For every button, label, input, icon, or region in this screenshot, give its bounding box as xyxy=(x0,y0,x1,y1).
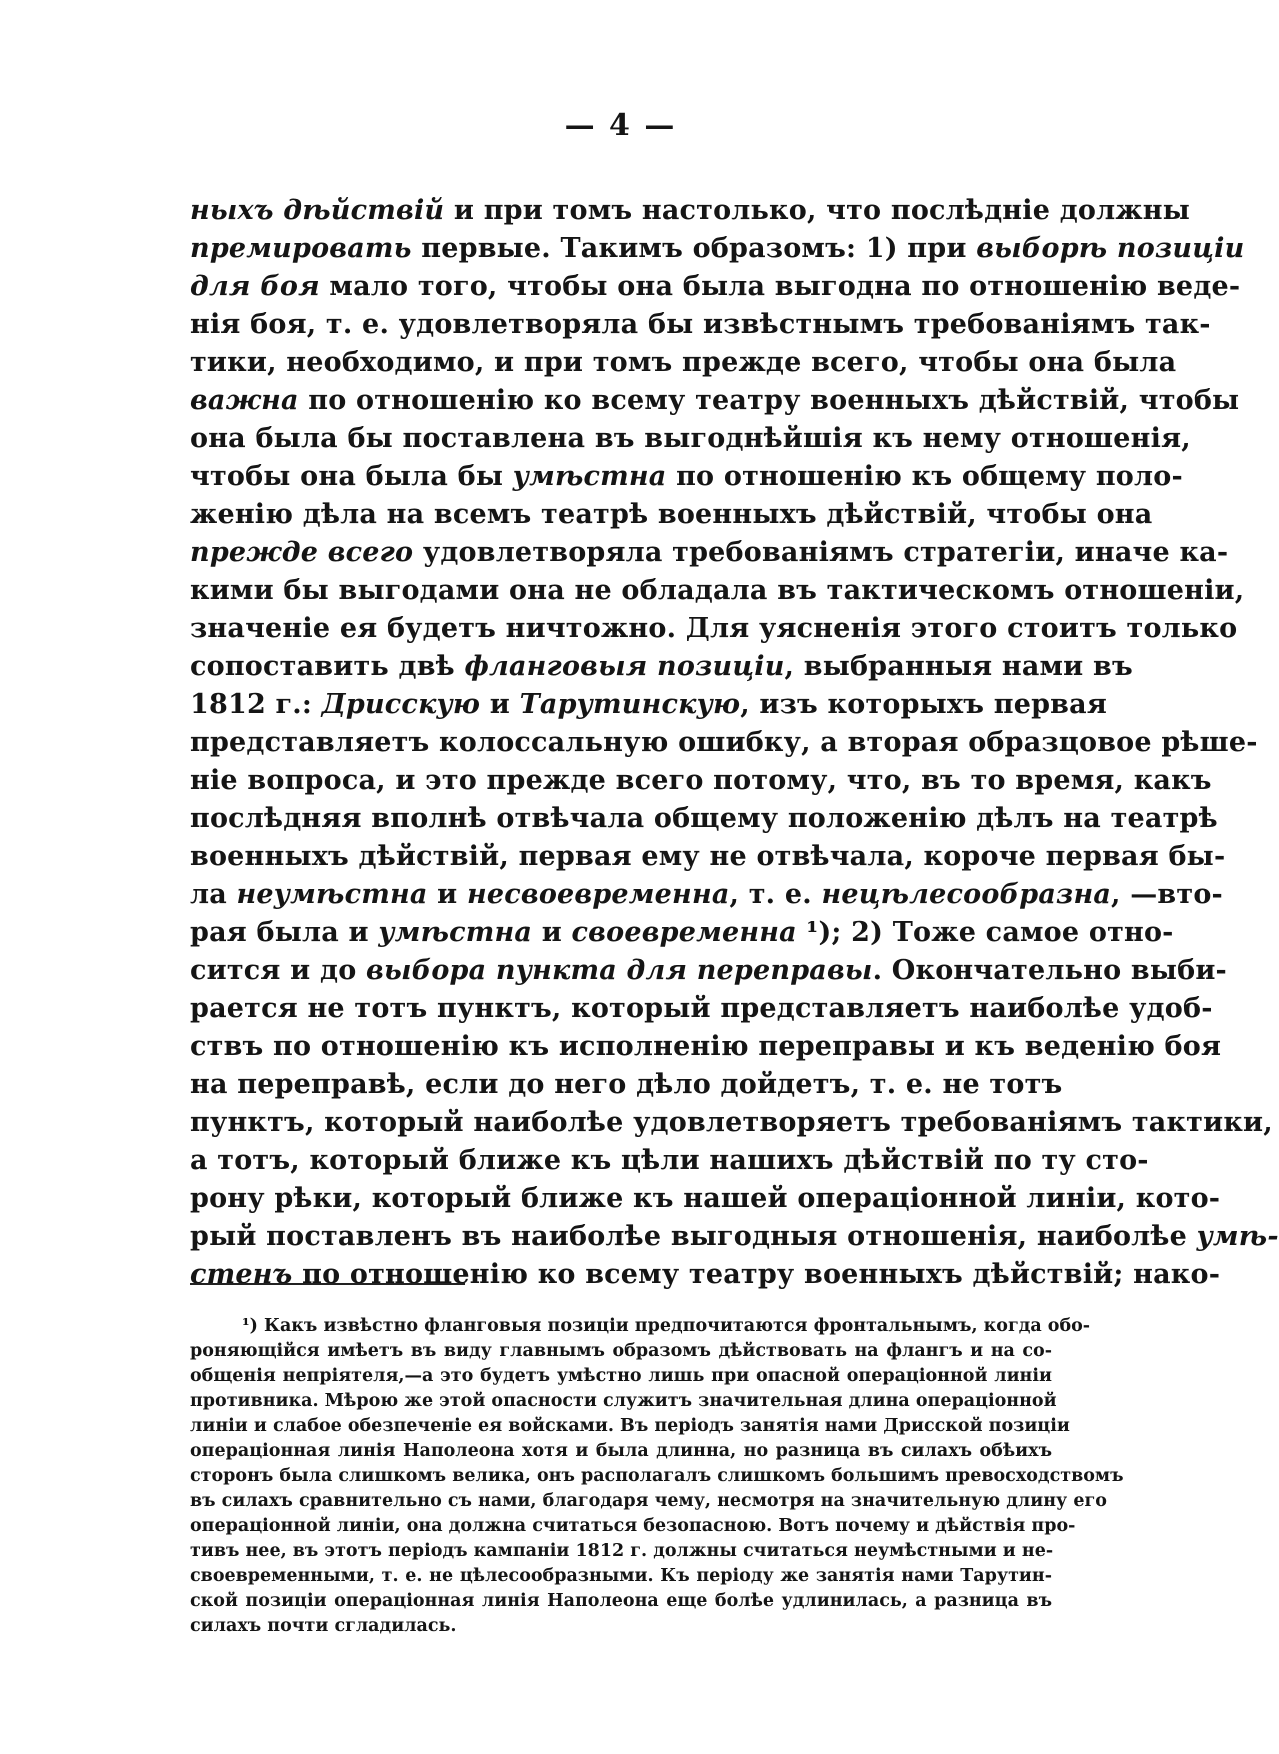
text-segment: ской позиціи операціонная линія Наполеона еще болѣе удлинилась, а разница въ xyxy=(190,1591,1052,1611)
footnote-line xyxy=(190,1389,1057,1414)
body-line xyxy=(190,420,1191,458)
body-line xyxy=(190,876,1223,914)
body-line xyxy=(190,230,1245,268)
footnote-line xyxy=(190,1414,1070,1439)
text-segment: рый поставленъ въ наиболѣе выгодныя отношенія, наиболѣе xyxy=(190,1221,1197,1252)
text-segment: сторонъ была слишкомъ велика, онъ располагалъ слишкомъ большимъ превосходствомъ xyxy=(190,1466,1124,1486)
italic-text: ныхъ дѣйствій xyxy=(190,195,445,226)
text-segment: ¹); 2) Тоже самое отно- xyxy=(796,917,1174,948)
body-line xyxy=(190,952,1227,990)
text-segment: и xyxy=(427,879,467,910)
italic-text: цѣлесообразными xyxy=(459,1566,648,1586)
body-line xyxy=(190,800,1218,838)
text-segment: рону рѣки, который ближе къ нашей операціонной линіи, кото- xyxy=(190,1183,1221,1214)
body-line xyxy=(190,686,1107,724)
italic-text: умѣ- xyxy=(1196,1221,1279,1252)
text-segment: . Въ періодъ занятія нами Дрисской позиціи xyxy=(607,1416,1070,1436)
footnote-line xyxy=(190,1464,1124,1489)
text-segment: , выбранныя нами въ xyxy=(784,651,1133,682)
body-text xyxy=(190,192,1279,1294)
italic-text: важна xyxy=(190,385,299,416)
italic-text: фланговыя позиціи xyxy=(464,651,785,682)
body-line xyxy=(190,1180,1221,1218)
footnote-line xyxy=(190,1564,1052,1589)
italic-text: несвоевременна xyxy=(467,879,730,910)
text-segment: и xyxy=(480,689,520,720)
footnote-line xyxy=(190,1489,1107,1514)
text-segment: противника. Мѣрою же этой опасности служитъ xyxy=(190,1391,699,1411)
italic-text: слабое обезпеченіе ея войсками xyxy=(272,1416,608,1436)
text-segment: послѣдняя вполнѣ отвѣчала общему положенію дѣлъ на театрѣ xyxy=(190,803,1218,834)
text-segment: удовлетворяла требованіямъ стратегіи, иначе ка- xyxy=(413,537,1229,568)
body-line xyxy=(190,724,1258,762)
text-segment: нія боя, т. е. удовлетворяла бы извѣстнымъ требованіямъ так- xyxy=(190,309,1211,340)
text-segment: тики, необходимо, и при томъ прежде всего, чтобы она была xyxy=(190,347,1177,378)
text-segment: тивъ нее, въ этотъ періодъ кампаніи 1812 г. должны считаться xyxy=(190,1541,855,1561)
text-segment: , —вто- xyxy=(1111,879,1223,910)
body-line xyxy=(190,1256,1221,1294)
text-segment: . Окончательно выби- xyxy=(872,955,1227,986)
text-segment: 1812 г.: xyxy=(190,689,322,720)
page-number: — 4 — xyxy=(564,108,677,143)
body-line xyxy=(190,458,1183,496)
text-segment: на переправѣ, если до него дѣло дойдетъ, т. е. не тотъ xyxy=(190,1069,1063,1100)
italic-text: фланговыя xyxy=(424,1316,542,1336)
italic-text: неумѣстна xyxy=(236,879,428,910)
body-line xyxy=(190,838,1226,876)
italic-text: своевременна xyxy=(571,917,797,948)
text-segment: сится и до xyxy=(190,955,367,986)
body-line xyxy=(190,192,1191,230)
footnote-line xyxy=(190,1514,1076,1539)
italic-text: выборѣ позиціи xyxy=(976,233,1245,264)
italic-text: умѣстна xyxy=(512,461,667,492)
text-segment: а тотъ, который ближе къ цѣли нашихъ дѣйствій по ту сто- xyxy=(190,1145,1149,1176)
body-line xyxy=(190,344,1177,382)
text-segment: ствъ по отношенію къ исполненію переправы и къ веденію боя xyxy=(190,1031,1222,1062)
text-segment: операціонная линія Наполеона хотя и была длинна, но разница въ силахъ обѣихъ xyxy=(190,1441,1052,1461)
text-segment: по отношенію ко всему театру военныхъ дѣйствій, чтобы xyxy=(298,385,1240,416)
text-segment: представляетъ колоссальную ошибку, а вторая образцовое рѣше- xyxy=(190,727,1258,758)
italic-text: выбора пункта для переправы xyxy=(366,955,873,986)
text-segment: пунктъ, который наиболѣе удовлетворяетъ требованіямъ тактики, xyxy=(190,1107,1273,1138)
italic-text: стенъ xyxy=(190,1259,293,1290)
text-segment: сопоставить двѣ xyxy=(190,651,465,682)
text-segment: лишь при опасной операціонной линіи xyxy=(641,1366,1052,1386)
text-segment: . Къ періоду же занятія нами Тарутин- xyxy=(647,1566,1052,1586)
italic-text: не- xyxy=(1021,1541,1054,1561)
text-segment: значеніе ея будетъ ничтожно. Для уясненія этого стоитъ только xyxy=(190,613,1238,644)
italic-text: для боя xyxy=(190,271,320,302)
text-segment: силахъ почти сгладилась. xyxy=(190,1616,457,1636)
text-segment: , изъ которыхъ первая xyxy=(740,689,1107,720)
text-segment: военныхъ дѣйствій, первая ему не отвѣчала, короче первая бы- xyxy=(190,841,1226,872)
italic-text: умѣстна xyxy=(378,917,533,948)
body-line xyxy=(190,762,1212,800)
footnote-line xyxy=(190,1364,1052,1389)
body-line xyxy=(190,306,1211,344)
body-line xyxy=(190,990,1213,1028)
body-line xyxy=(190,1218,1279,1256)
text-segment: она была бы поставлена въ выгоднѣйшія къ нему отношенія, xyxy=(190,423,1191,454)
text-segment: и xyxy=(996,1541,1022,1561)
italic-text: умѣстно xyxy=(556,1366,642,1386)
body-line xyxy=(190,1142,1149,1180)
text-segment: ніе вопроса, и это прежде всего потому, что, въ то время, какъ xyxy=(190,765,1212,796)
italic-text: прежде всего xyxy=(190,537,414,568)
italic-text: премировать xyxy=(190,233,412,264)
italic-text: Дрисскую xyxy=(321,689,481,720)
text-segment: , когда обо- xyxy=(971,1316,1091,1336)
italic-text: своевременными xyxy=(190,1566,369,1586)
footnote-line xyxy=(190,1339,1052,1364)
text-segment: по отношенію къ общему поло- xyxy=(666,461,1183,492)
body-line xyxy=(190,572,1245,610)
text-segment: , т. е. не xyxy=(368,1566,460,1586)
text-segment: роняющійся имѣетъ въ виду главнымъ образомъ дѣйствовать на флангъ и на со- xyxy=(190,1341,1052,1361)
italic-text: Тарутинскую xyxy=(519,689,741,720)
text-segment: операціонной линіи, она должна считаться безопасною. Вотъ почему и дѣйствія про- xyxy=(190,1516,1076,1536)
body-line xyxy=(190,534,1229,572)
text-segment: , т. е. xyxy=(729,879,822,910)
text-segment: общенія непріятеля,—а это будетъ xyxy=(190,1366,557,1386)
body-line xyxy=(190,1104,1273,1142)
text-segment: первые. Такимъ образомъ: 1) при xyxy=(411,233,977,264)
text-segment: женію дѣла на всемъ театрѣ военныхъ дѣйствій, чтобы она xyxy=(190,499,1153,530)
body-line xyxy=(190,1028,1222,1066)
body-line xyxy=(190,1066,1063,1104)
text-segment: позиціи предпочитаются xyxy=(541,1316,814,1336)
footnote-line xyxy=(190,1614,1052,1639)
text-segment: по отношенію ко всему театру военныхъ дѣйствій; нако- xyxy=(292,1259,1221,1290)
text-segment: чтобы она была бы xyxy=(190,461,513,492)
text-segment: рается не тотъ пунктъ, который представляетъ наиболѣе удоб- xyxy=(190,993,1213,1024)
text-segment: ¹) Какъ извѣстно xyxy=(242,1316,425,1336)
text-segment: мало того, чтобы она была выгодна по отношенію веде- xyxy=(319,271,1241,302)
body-line xyxy=(190,648,1133,686)
footnote-line xyxy=(190,1314,1091,1339)
italic-text: значительная длина операціонной xyxy=(698,1391,1057,1411)
text-segment: и xyxy=(532,917,572,948)
italic-text: нецѣлесообразна xyxy=(821,879,1112,910)
body-line xyxy=(190,610,1238,648)
text-segment: и xyxy=(247,1416,273,1436)
text-segment: и при томъ настолько, что послѣдніе должны xyxy=(444,195,1191,226)
text-segment: въ силахъ сравнительно съ нами, благодаря чему, несмотря на значительную длину его xyxy=(190,1491,1107,1511)
text-segment: кими бы выгодами она не обладала въ тактическомъ отношеніи, xyxy=(190,575,1245,606)
italic-text: неумѣстными xyxy=(854,1541,997,1561)
footnote-line xyxy=(190,1439,1052,1464)
body-line xyxy=(190,268,1241,306)
body-line xyxy=(190,496,1153,534)
body-line xyxy=(190,382,1240,420)
footnote-line xyxy=(190,1589,1052,1614)
italic-text: линіи xyxy=(190,1416,248,1436)
footnote xyxy=(190,1314,1124,1639)
text-segment: ла xyxy=(190,879,237,910)
text-segment: рая была и xyxy=(190,917,379,948)
footnote-separator xyxy=(190,1283,465,1285)
italic-text: фронтальнымъ xyxy=(813,1316,972,1336)
footnote-line xyxy=(190,1539,1052,1564)
body-line xyxy=(190,914,1174,952)
